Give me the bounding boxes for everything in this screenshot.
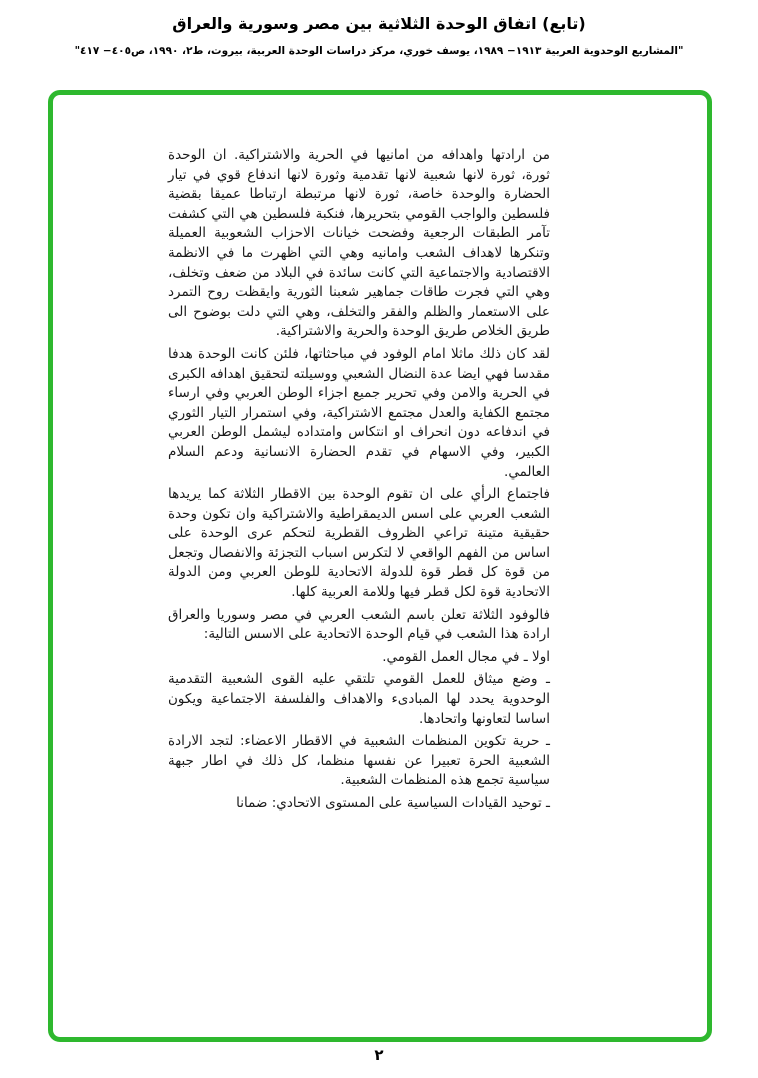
section-heading: اولا ـ في مجال العمل القومي. <box>382 648 550 665</box>
citation-line: "المشاريع الوحدوية العربية ١٩١٣− ١٩٨٩، يوسف خوري، مركز دراسات الوحدة العربية، بيروت، ط٢، ١٩٩٠، ص٤٠٥− ٤١٧" <box>74 45 684 57</box>
page-title: (تابع) اتفاق الوحدة الثلاثية بين مصر وسورية والعراق <box>172 14 586 33</box>
body-paragraph: لقد كان ذلك ماثلا امام الوفود في مباحثاتها، فلئن كانت الوحدة هدفا مقدسا فهي ايضا عدة النضال الشعبي ووسيلته لتحقيق اهدافه الكبرى في الحرية والامن وفي تحرير جميع اجزاء الوطن العربي وفي ارساء مجتمع الكفاية والعدل مجتمع الاشتراكية، وفي استمرار التيار الثوري في اندفاعه دون انحراف او انتكاس وامتداده ليشمل الوطن العربي الكبير، وفي الاسهام في تقدم الحضارة الانسانية ودعم السلام العالمي. <box>168 345 550 480</box>
body-text-column <box>168 146 550 817</box>
list-item-paragraph: ـ وضع ميثاق للعمل القومي تلتقي عليه القوى الشعبية التقدمية الوحدوية يحدد لها المبادىء والاهداف والفلسفة الاجتماعية ويكون اساسا لتعاونها واتحادها. <box>168 671 550 727</box>
list-item-paragraph: ـ توحيد القيادات السياسية على المستوى الاتحادي: ضمانا <box>236 795 550 811</box>
body-paragraph: فاجتماع الرأي على ان تقوم الوحدة بين الاقطار الثلاثة كما يريدها الشعب العربي على اسس الديمقراطية والاشتراكية وان تكون وحدة حقيقية متينة تراعي الظروف القطرية لتحكم عرى الوحدة على اساس من الفهم الواقعي لا لتكرس اسباب التجزئة والانفصال وتجعل من قوة كل قطر قوة للدولة الاتحادية للوطن العربي ومن الدولة الاتحادية قوة لكل قطر فيها وللامة العربية كلها. <box>168 486 550 601</box>
list-item-paragraph: ـ حرية تكوين المنظمات الشعبية في الاقطار الاعضاء: لتجد الارادة الشعبية الحرة تعبيرا عن نفسها منظما، كل ذلك في اطار جبهة سياسية تجمع هذه المنظمات الشعبية. <box>168 733 550 789</box>
page-number: ٢ <box>374 1046 384 1064</box>
body-paragraph: فالوفود الثلاثة تعلن باسم الشعب العربي في مصر وسوريا والعراق ارادة هذا الشعب في قيام الوحدة الاتحادية على الاسس التالية: <box>168 606 550 643</box>
document-header <box>0 14 758 57</box>
body-paragraph: من ارادتها واهدافه من امانيها في الحرية والاشتراكية. ان الوحدة ثورة، ثورة لانها شعبية لانها تقدمية وثورة لانها اندفاع قوي في تيار الحضارة والوحدة خاصة، ثورة لانها مرتبطة ارتباطا عميقا بقضية فلسطين والواجب القومي بتحريرها، فنكبة فلسطين هي التي كشفت تآمر الطبقات الرجعية وفضحت خيانات الاحزاب الشعوبية العميلة وتنكرها لاهداف الشعب وامانيه وهي التي اظهرت ما في الانظمة الاقتصادية والاجتماعية التي كانت سائدة في البلاد من ضعف وتخلف، وهي التي فجرت طاقات جماهير شعبنا الثورية وايقظت روح التمرد على الاستعمار والظلم والفقر والتخلف، وهي التي دلت بوضوح الى طريق الخلاص طريق الوحدة والحرية والاشتراكية. <box>168 147 550 340</box>
